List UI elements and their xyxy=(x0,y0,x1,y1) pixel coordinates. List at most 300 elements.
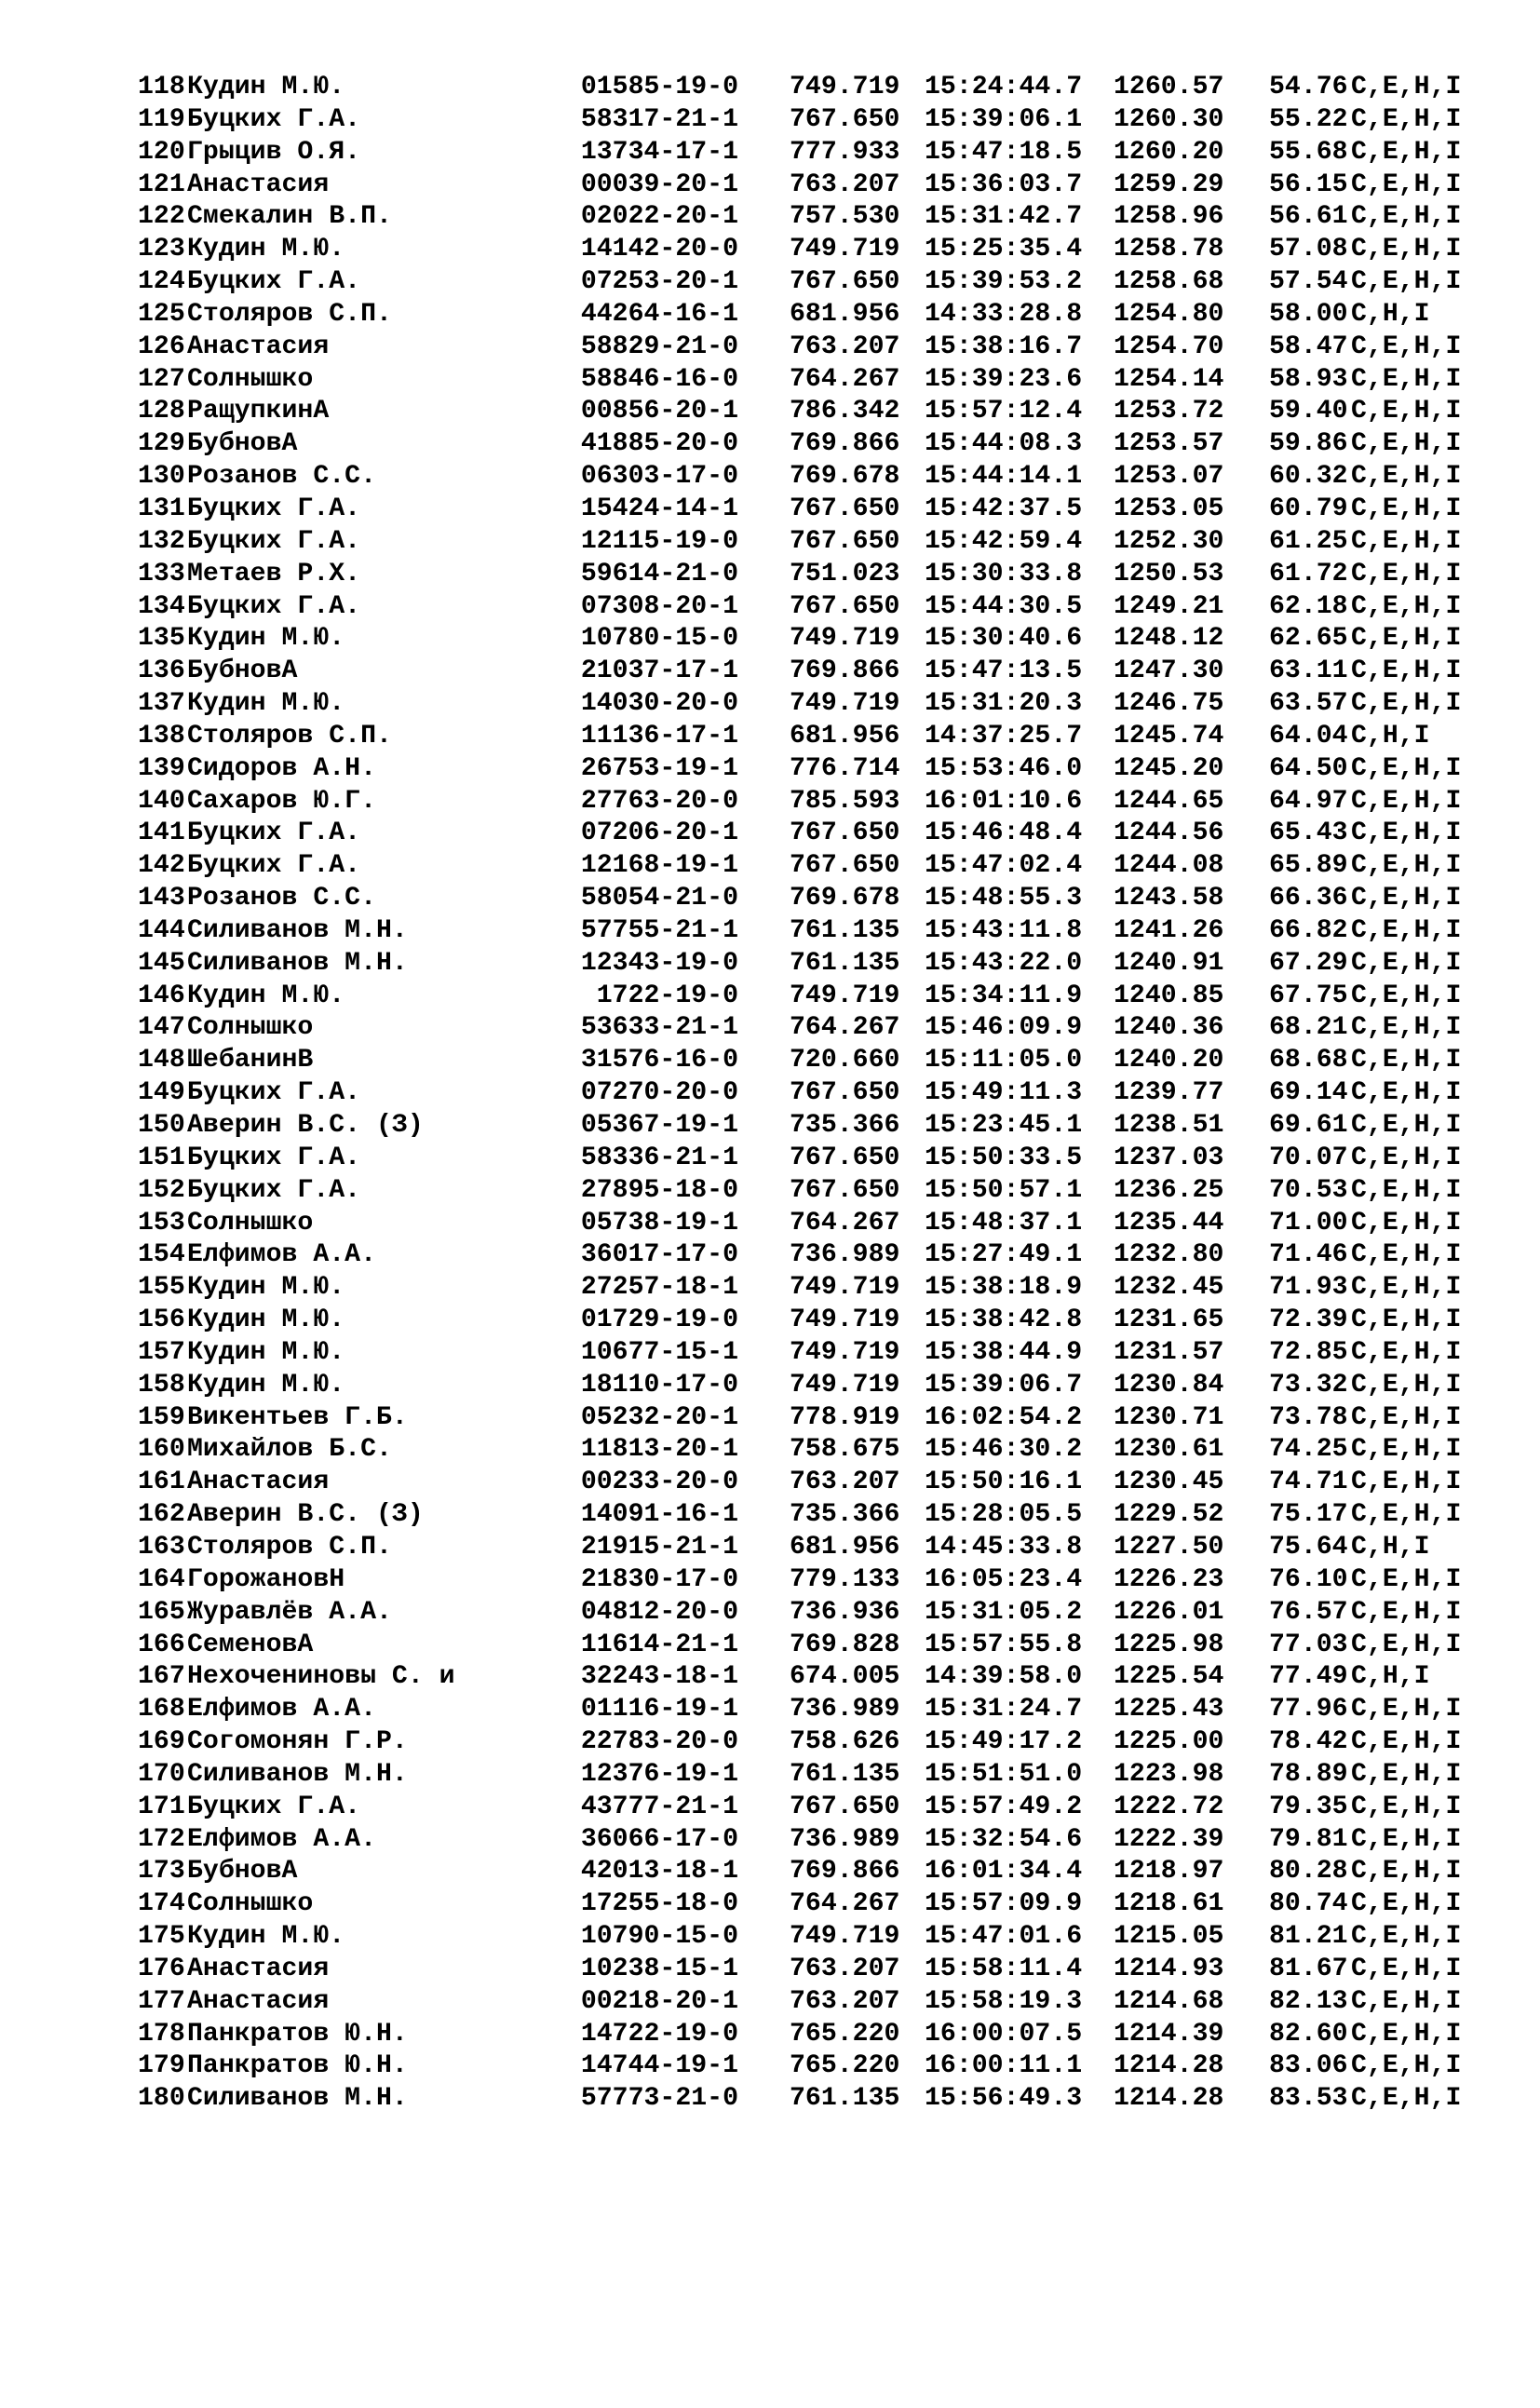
speed: 1218.61 xyxy=(1114,1889,1224,1919)
arrival-time: 15:34:11.9 xyxy=(925,981,1083,1010)
ring-number: 58054-21-0 xyxy=(580,884,738,913)
speed: 1226.23 xyxy=(1114,1564,1224,1594)
points: 80.74 xyxy=(1269,1889,1348,1919)
result-row xyxy=(138,753,1497,786)
points: 83.06 xyxy=(1269,2051,1348,2081)
points: 71.00 xyxy=(1269,1208,1348,1238)
place-number: 142 xyxy=(138,851,185,881)
flags: C,E,H,I xyxy=(1351,1630,1462,1659)
ring-number: 41885-20-0 xyxy=(580,429,738,459)
owner-name: Солнышко xyxy=(187,1889,314,1919)
distance: 767.650 xyxy=(790,104,900,134)
result-row xyxy=(138,428,1497,461)
points: 68.21 xyxy=(1269,1013,1348,1043)
owner-name: Грыцив О.Я. xyxy=(187,137,361,167)
points: 67.29 xyxy=(1269,948,1348,978)
place-number: 121 xyxy=(138,169,185,199)
arrival-time: 15:48:55.3 xyxy=(925,884,1083,913)
place-number: 134 xyxy=(138,591,185,621)
place-number: 137 xyxy=(138,689,185,719)
place-number: 156 xyxy=(138,1305,185,1335)
result-row xyxy=(138,1597,1497,1630)
flags: C,H,I xyxy=(1351,1532,1430,1562)
distance: 769.866 xyxy=(790,656,900,686)
owner-name: Буцких Г.А. xyxy=(187,494,361,523)
result-row xyxy=(138,1208,1497,1240)
distance: 765.220 xyxy=(790,2051,900,2081)
speed: 1260.57 xyxy=(1114,73,1224,101)
owner-name: БубновА xyxy=(187,656,298,686)
speed: 1244.65 xyxy=(1114,786,1224,816)
flags: C,E,H,I xyxy=(1351,1792,1462,1821)
owner-name: Розанов С.С. xyxy=(187,884,376,913)
ring-number: 57773-21-0 xyxy=(580,2084,738,2114)
ring-number: 58829-21-0 xyxy=(580,331,738,361)
place-number: 125 xyxy=(138,299,185,329)
points: 62.18 xyxy=(1269,591,1348,621)
speed: 1215.05 xyxy=(1114,1922,1224,1952)
owner-name: Буцких Г.А. xyxy=(187,267,361,297)
ring-number: 26753-19-1 xyxy=(580,753,738,783)
points: 58.00 xyxy=(1269,299,1348,329)
place-number: 178 xyxy=(138,2019,185,2049)
points: 76.10 xyxy=(1269,1564,1348,1594)
distance: 735.366 xyxy=(790,1500,900,1530)
ring-number: 36066-17-0 xyxy=(580,1824,738,1854)
ring-number: 11136-17-1 xyxy=(580,721,738,751)
ring-number: 10677-15-1 xyxy=(580,1337,738,1367)
flags: C,E,H,I xyxy=(1351,1175,1462,1205)
speed: 1254.14 xyxy=(1114,364,1224,394)
flags: C,E,H,I xyxy=(1351,429,1462,459)
speed: 1248.12 xyxy=(1114,624,1224,654)
place-number: 141 xyxy=(138,818,185,848)
points: 69.61 xyxy=(1269,1111,1348,1140)
distance: 761.135 xyxy=(790,1759,900,1789)
ring-number: 07253-20-1 xyxy=(580,267,738,297)
owner-name: ШебанинВ xyxy=(187,1046,314,1075)
points: 79.35 xyxy=(1269,1792,1348,1821)
distance: 736.989 xyxy=(790,1824,900,1854)
flags: C,E,H,I xyxy=(1351,1727,1462,1757)
ring-number: 22783-20-0 xyxy=(580,1727,738,1757)
ring-number: 12115-19-0 xyxy=(580,526,738,556)
arrival-time: 15:39:23.6 xyxy=(925,364,1083,394)
result-row xyxy=(138,1370,1497,1402)
points: 77.03 xyxy=(1269,1630,1348,1659)
distance: 769.678 xyxy=(790,462,900,492)
distance: 681.956 xyxy=(790,721,900,751)
arrival-time: 15:28:05.5 xyxy=(925,1500,1083,1530)
ring-number: 00218-20-1 xyxy=(580,1986,738,2016)
result-row xyxy=(138,137,1497,169)
owner-name: Солнышко xyxy=(187,364,314,394)
points: 58.93 xyxy=(1269,364,1348,394)
points: 59.40 xyxy=(1269,397,1348,426)
arrival-time: 15:38:18.9 xyxy=(925,1273,1083,1303)
speed: 1244.56 xyxy=(1114,818,1224,848)
arrival-time: 15:43:22.0 xyxy=(925,948,1083,978)
points: 78.42 xyxy=(1269,1727,1348,1757)
arrival-time: 15:44:30.5 xyxy=(925,591,1083,621)
result-row xyxy=(138,1986,1497,2019)
speed: 1240.85 xyxy=(1114,981,1224,1010)
speed: 1225.00 xyxy=(1114,1727,1224,1757)
ring-number: 36017-17-0 xyxy=(580,1240,738,1270)
distance: 767.650 xyxy=(790,851,900,881)
flags: C,E,H,I xyxy=(1351,1240,1462,1270)
distance: 763.207 xyxy=(790,1986,900,2016)
speed: 1232.45 xyxy=(1114,1273,1224,1303)
ring-number: 11614-21-1 xyxy=(580,1630,738,1659)
points: 71.46 xyxy=(1269,1240,1348,1270)
ring-number: 44264-16-1 xyxy=(580,299,738,329)
points: 72.39 xyxy=(1269,1305,1348,1335)
speed: 1253.57 xyxy=(1114,429,1224,459)
flags: C,E,H,I xyxy=(1351,1111,1462,1140)
result-row xyxy=(138,1012,1497,1045)
arrival-time: 15:31:42.7 xyxy=(925,202,1083,232)
ring-number: 07308-20-1 xyxy=(580,591,738,621)
ring-number: 13734-17-1 xyxy=(580,137,738,167)
distance: 779.133 xyxy=(790,1564,900,1594)
flags: C,E,H,I xyxy=(1351,884,1462,913)
speed: 1253.72 xyxy=(1114,397,1224,426)
distance: 761.135 xyxy=(790,2084,900,2114)
owner-name: СеменовА xyxy=(187,1630,314,1659)
ring-number: 05738-19-1 xyxy=(580,1208,738,1238)
place-number: 147 xyxy=(138,1013,185,1043)
place-number: 158 xyxy=(138,1370,185,1400)
arrival-time: 15:31:20.3 xyxy=(925,689,1083,719)
ring-number: 21915-21-1 xyxy=(580,1532,738,1562)
ring-number: 05367-19-1 xyxy=(580,1111,738,1140)
ring-number: 31576-16-0 xyxy=(580,1046,738,1075)
result-row xyxy=(138,688,1497,721)
ring-number: 07206-20-1 xyxy=(580,818,738,848)
place-number: 179 xyxy=(138,2051,185,2081)
owner-name: Елфимов А.А. xyxy=(187,1695,376,1725)
distance: 749.719 xyxy=(790,981,900,1010)
owner-name: Нехочениновы С. и xyxy=(187,1662,455,1692)
points: 80.28 xyxy=(1269,1857,1348,1887)
place-number: 173 xyxy=(138,1857,185,1887)
points: 64.97 xyxy=(1269,786,1348,816)
ring-number: 10790-15-0 xyxy=(580,1922,738,1952)
result-row xyxy=(138,104,1497,137)
ring-number: 14744-19-1 xyxy=(580,2051,738,2081)
distance: 767.650 xyxy=(790,526,900,556)
arrival-time: 16:00:11.1 xyxy=(925,2051,1083,2081)
arrival-time: 15:39:06.1 xyxy=(925,104,1083,134)
speed: 1230.84 xyxy=(1114,1370,1224,1400)
result-row xyxy=(138,656,1497,688)
speed: 1214.68 xyxy=(1114,1986,1224,2016)
points: 68.68 xyxy=(1269,1046,1348,1075)
place-number: 144 xyxy=(138,915,185,945)
flags: C,E,H,I xyxy=(1351,1889,1462,1919)
place-number: 159 xyxy=(138,1402,185,1432)
owner-name: Кудин М.Ю. xyxy=(187,1337,345,1367)
flags: C,H,I xyxy=(1351,721,1430,751)
speed: 1259.29 xyxy=(1114,169,1224,199)
result-row xyxy=(138,948,1497,981)
arrival-time: 15:42:59.4 xyxy=(925,526,1083,556)
ring-number: 27895-18-0 xyxy=(580,1175,738,1205)
place-number: 131 xyxy=(138,494,185,523)
ring-number: 10780-15-0 xyxy=(580,624,738,654)
owner-name: Буцких Г.А. xyxy=(187,1143,361,1172)
result-row xyxy=(138,981,1497,1013)
result-row xyxy=(138,1532,1497,1564)
speed: 1240.36 xyxy=(1114,1013,1224,1043)
arrival-time: 15:50:33.5 xyxy=(925,1143,1083,1172)
result-row xyxy=(138,1792,1497,1824)
owner-name: Буцких Г.А. xyxy=(187,818,361,848)
owner-name: Анастасия xyxy=(187,331,330,361)
arrival-time: 15:57:09.9 xyxy=(925,1889,1083,1919)
arrival-time: 15:51:51.0 xyxy=(925,1759,1083,1789)
owner-name: Кудин М.Ю. xyxy=(187,1370,345,1400)
flags: C,E,H,I xyxy=(1351,1468,1462,1497)
speed: 1249.21 xyxy=(1114,591,1224,621)
owner-name: Кудин М.Ю. xyxy=(187,1922,345,1952)
speed: 1260.20 xyxy=(1114,137,1224,167)
place-number: 143 xyxy=(138,884,185,913)
place-number: 145 xyxy=(138,948,185,978)
owner-name: Буцких Г.А. xyxy=(187,1792,361,1821)
points: 81.67 xyxy=(1269,1954,1348,1983)
distance: 749.719 xyxy=(790,689,900,719)
arrival-time: 15:42:37.5 xyxy=(925,494,1083,523)
owner-name: Кудин М.Ю. xyxy=(187,1305,345,1335)
points: 60.32 xyxy=(1269,462,1348,492)
flags: C,E,H,I xyxy=(1351,73,1462,101)
points: 75.64 xyxy=(1269,1532,1348,1562)
ring-number: 42013-18-1 xyxy=(580,1857,738,1887)
owner-name: Кудин М.Ю. xyxy=(187,624,345,654)
arrival-time: 14:37:25.7 xyxy=(925,721,1083,751)
ring-number: 53633-21-1 xyxy=(580,1013,738,1043)
distance: 763.207 xyxy=(790,1954,900,1983)
arrival-time: 15:47:02.4 xyxy=(925,851,1083,881)
distance: 767.650 xyxy=(790,1143,900,1172)
arrival-time: 15:43:11.8 xyxy=(925,915,1083,945)
place-number: 170 xyxy=(138,1759,185,1789)
owner-name: Солнышко xyxy=(187,1208,314,1238)
points: 55.68 xyxy=(1269,137,1348,167)
flags: C,E,H,I xyxy=(1351,397,1462,426)
owner-name: Буцких Г.А. xyxy=(187,526,361,556)
owner-name: Силиванов М.Н. xyxy=(187,915,408,945)
result-row xyxy=(138,526,1497,559)
ring-number: 12343-19-0 xyxy=(580,948,738,978)
flags: C,E,H,I xyxy=(1351,364,1462,394)
owner-name: Елфимов А.А. xyxy=(187,1240,376,1270)
arrival-time: 15:39:53.2 xyxy=(925,267,1083,297)
distance: 767.650 xyxy=(790,818,900,848)
flags: C,E,H,I xyxy=(1351,1370,1462,1400)
place-number: 161 xyxy=(138,1468,185,1497)
points: 71.93 xyxy=(1269,1273,1348,1303)
speed: 1230.45 xyxy=(1114,1468,1224,1497)
place-number: 176 xyxy=(138,1954,185,1983)
place-number: 124 xyxy=(138,267,185,297)
ring-number: 01585-19-0 xyxy=(580,73,738,101)
place-number: 174 xyxy=(138,1889,185,1919)
flags: C,E,H,I xyxy=(1351,1759,1462,1789)
flags: C,E,H,I xyxy=(1351,656,1462,686)
speed: 1240.91 xyxy=(1114,948,1224,978)
flags: C,E,H,I xyxy=(1351,1337,1462,1367)
owner-name: Анастасия xyxy=(187,1986,330,2016)
owner-name: Метаев Р.Х. xyxy=(187,559,361,588)
distance: 767.650 xyxy=(790,1792,900,1821)
place-number: 126 xyxy=(138,331,185,361)
speed: 1260.30 xyxy=(1114,104,1224,134)
points: 64.04 xyxy=(1269,721,1348,751)
result-row xyxy=(138,396,1497,428)
owner-name: БубновА xyxy=(187,1857,298,1887)
place-number: 160 xyxy=(138,1435,185,1465)
place-number: 180 xyxy=(138,2084,185,2114)
owner-name: Смекалин В.П. xyxy=(187,202,392,232)
ring-number: 11813-20-1 xyxy=(580,1435,738,1465)
distance: 769.866 xyxy=(790,429,900,459)
points: 70.07 xyxy=(1269,1143,1348,1172)
arrival-time: 15:48:37.1 xyxy=(925,1208,1083,1238)
points: 79.81 xyxy=(1269,1824,1348,1854)
owner-name: Буцких Г.А. xyxy=(187,851,361,881)
distance: 751.023 xyxy=(790,559,900,588)
result-row xyxy=(138,818,1497,850)
points: 64.50 xyxy=(1269,753,1348,783)
place-number: 120 xyxy=(138,137,185,167)
points: 56.15 xyxy=(1269,169,1348,199)
owner-name: Буцких Г.А. xyxy=(187,1078,361,1108)
arrival-time: 15:57:55.8 xyxy=(925,1630,1083,1659)
distance: 758.675 xyxy=(790,1435,900,1465)
place-number: 136 xyxy=(138,656,185,686)
result-row xyxy=(138,915,1497,948)
result-row xyxy=(138,234,1497,266)
arrival-time: 15:32:54.6 xyxy=(925,1824,1083,1854)
ring-number: 14142-20-0 xyxy=(580,235,738,264)
owner-name: БубновА xyxy=(187,429,298,459)
ring-number: 21037-17-1 xyxy=(580,656,738,686)
result-row xyxy=(138,1759,1497,1792)
owner-name: Солнышко xyxy=(187,1013,314,1043)
arrival-time: 15:58:11.4 xyxy=(925,1954,1083,1983)
owner-name: Сахаров Ю.Г. xyxy=(187,786,376,816)
result-row xyxy=(138,1337,1497,1370)
ring-number: 01729-19-0 xyxy=(580,1305,738,1335)
arrival-time: 15:50:16.1 xyxy=(925,1468,1083,1497)
owner-name: Журавлёв А.А. xyxy=(187,1597,392,1627)
flags: C,E,H,I xyxy=(1351,331,1462,361)
arrival-time: 16:00:07.5 xyxy=(925,2019,1083,2049)
speed: 1258.68 xyxy=(1114,267,1224,297)
place-number: 148 xyxy=(138,1046,185,1075)
result-row xyxy=(138,364,1497,397)
arrival-time: 15:46:09.9 xyxy=(925,1013,1083,1043)
result-row xyxy=(138,1888,1497,1921)
owner-name: Столяров С.П. xyxy=(187,299,392,329)
distance: 763.207 xyxy=(790,331,900,361)
distance: 769.828 xyxy=(790,1630,900,1659)
owner-name: Анастасия xyxy=(187,1468,330,1497)
place-number: 168 xyxy=(138,1695,185,1725)
result-row xyxy=(138,461,1497,494)
speed: 1253.07 xyxy=(1114,462,1224,492)
arrival-time: 15:30:40.6 xyxy=(925,624,1083,654)
place-number: 119 xyxy=(138,104,185,134)
arrival-time: 15:56:49.3 xyxy=(925,2084,1083,2114)
points: 74.25 xyxy=(1269,1435,1348,1465)
points: 63.11 xyxy=(1269,656,1348,686)
flags: C,E,H,I xyxy=(1351,526,1462,556)
result-row xyxy=(138,1110,1497,1143)
points: 83.53 xyxy=(1269,2084,1348,2114)
owner-name: РащупкинА xyxy=(187,397,330,426)
arrival-time: 15:24:44.7 xyxy=(925,73,1083,101)
owner-name: Кудин М.Ю. xyxy=(187,1273,345,1303)
distance: 749.719 xyxy=(790,1305,900,1335)
flags: C,E,H,I xyxy=(1351,1013,1462,1043)
arrival-time: 15:53:46.0 xyxy=(925,753,1083,783)
flags: C,E,H,I xyxy=(1351,462,1462,492)
distance: 681.956 xyxy=(790,1532,900,1562)
distance: 735.366 xyxy=(790,1111,900,1140)
speed: 1253.05 xyxy=(1114,494,1224,523)
distance: 764.267 xyxy=(790,1013,900,1043)
distance: 765.220 xyxy=(790,2019,900,2049)
arrival-time: 15:47:01.6 xyxy=(925,1922,1083,1952)
speed: 1240.20 xyxy=(1114,1046,1224,1075)
speed: 1245.20 xyxy=(1114,753,1224,783)
place-number: 150 xyxy=(138,1111,185,1140)
points: 61.25 xyxy=(1269,526,1348,556)
result-row xyxy=(138,2050,1497,2083)
ring-number: 21830-17-0 xyxy=(580,1564,738,1594)
ring-number: 12376-19-1 xyxy=(580,1759,738,1789)
distance: 786.342 xyxy=(790,397,900,426)
arrival-time: 15:36:03.7 xyxy=(925,169,1083,199)
ring-number: 32243-18-1 xyxy=(580,1662,738,1692)
ring-number: 1722-19-0 xyxy=(596,981,738,1010)
speed: 1214.39 xyxy=(1114,2019,1224,2049)
result-row xyxy=(138,559,1497,591)
flags: C,E,H,I xyxy=(1351,1305,1462,1335)
result-row xyxy=(138,1272,1497,1305)
place-number: 132 xyxy=(138,526,185,556)
distance: 763.207 xyxy=(790,1468,900,1497)
place-number: 155 xyxy=(138,1273,185,1303)
owner-name: Согомонян Г.Р. xyxy=(187,1727,408,1757)
flags: C,E,H,I xyxy=(1351,559,1462,588)
ring-number: 00039-20-1 xyxy=(580,169,738,199)
distance: 761.135 xyxy=(790,915,900,945)
ring-number: 04812-20-0 xyxy=(580,1597,738,1627)
flags: C,E,H,I xyxy=(1351,267,1462,297)
speed: 1214.93 xyxy=(1114,1954,1224,1983)
ring-number: 57755-21-1 xyxy=(580,915,738,945)
result-row xyxy=(138,1694,1497,1726)
place-number: 165 xyxy=(138,1597,185,1627)
ring-number: 17255-18-0 xyxy=(580,1889,738,1919)
result-row xyxy=(138,1045,1497,1077)
result-row xyxy=(138,1402,1497,1435)
